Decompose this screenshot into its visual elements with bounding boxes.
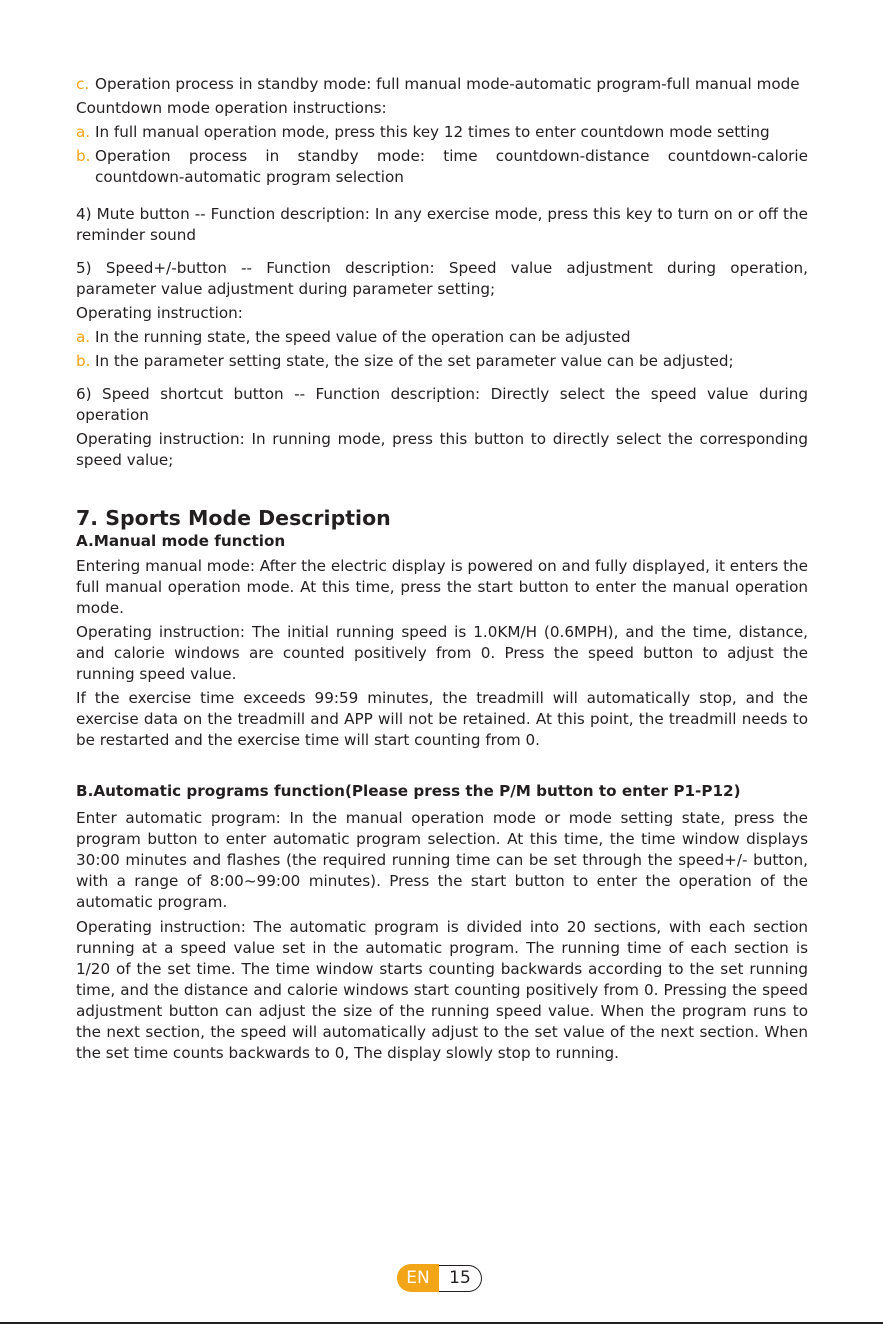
list-text: In full manual operation mode, press this key 12 times to enter countdown mode setting	[95, 123, 770, 141]
countdown-title: Countdown mode operation instructions:	[76, 99, 387, 117]
mute-button-description: 4) Mute button -- Function description: In any exercise mode, press this key to turn on or off the reminder sound	[76, 205, 808, 244]
list-marker: b.	[76, 352, 91, 370]
shortcut-instruction: Operating instruction: In running mode, press this button to directly select the corresponding speed value;	[76, 430, 808, 469]
list-item-countdown-a	[76, 122, 808, 143]
language-tag: EN	[397, 1264, 439, 1292]
list-text: Operation process in standby mode: time countdown-distance countdown-calorie countdown-automatic program selection	[95, 147, 808, 186]
list-item-standby-process	[76, 74, 808, 95]
page-content	[76, 74, 808, 1064]
paragraph: Enter automatic program: In the manual operation mode or mode setting state, press the program button to enter automatic program selection. At this time, the time window displays 30:00 minutes and flashes (the required running time can be set through the speed+/- button, with a range of 8:00~99:00 minutes). Press the start button to enter the operation of the automatic program.	[76, 809, 808, 911]
shortcut-button-description: 6) Speed shortcut button -- Function description: Directly select the speed value during operation	[76, 385, 808, 424]
section-title: 7. Sports Mode Description	[76, 506, 391, 530]
list-marker: a.	[76, 328, 91, 346]
list-item-speed-b	[76, 351, 808, 372]
subsection-title-manual: A.Manual mode function	[76, 532, 286, 550]
page-number: 15	[439, 1265, 482, 1292]
page-number-badge	[397, 1264, 485, 1292]
list-text: In the running state, the speed value of the operation can be adjusted	[95, 328, 631, 346]
list-marker: b.	[76, 147, 91, 165]
list-marker: a.	[76, 123, 91, 141]
list-item-countdown-b	[76, 146, 808, 188]
subsection-title-automatic: B.Automatic programs function(Please press the P/M button to enter P1-P12)	[76, 782, 741, 800]
speed-instruction-title: Operating instruction:	[76, 304, 243, 322]
paragraph: If the exercise time exceeds 99:59 minutes, the treadmill will automatically stop, and the exercise data on the treadmill and APP will not be retained. At this point, the treadmill needs to be restarted and the exercise time will start counting from 0.	[76, 689, 808, 749]
paragraph: Entering manual mode: After the electric display is powered on and fully displayed, it enters the full manual operation mode. At this time, press the start button to enter the manual operation mode.	[76, 557, 808, 617]
list-marker: c.	[76, 75, 90, 93]
paragraph: Operating instruction: The automatic program is divided into 20 sections, with each section running at a speed value set in the automatic program. The running time of each section is 1/20 of the set time. The time window starts counting backwards according to the set running time, and the distance and calorie windows start counting positively from 0. Pressing the speed adjustment button can adjust the size of the running speed value. When the program runs to the next section, the speed will automatically adjust to the set value of the next section. When the set time counts backwards to 0, The display slowly stop to running.	[76, 918, 808, 1062]
list-item-speed-a	[76, 327, 808, 348]
list-text: In the parameter setting state, the size of the set parameter value can be adjusted;	[95, 352, 734, 370]
speed-button-description: 5) Speed+/-button -- Function description: Speed value adjustment during operation, parameter value adjustment during parameter setting;	[76, 259, 808, 298]
paragraph: Operating instruction: The initial running speed is 1.0KM/H (0.6MPH), and the time, distance, and calorie windows are counted positively from 0. Press the speed button to adjust the running speed value.	[76, 623, 808, 683]
list-text: Operation process in standby mode: full manual mode-automatic program-full manual mode	[95, 75, 800, 93]
